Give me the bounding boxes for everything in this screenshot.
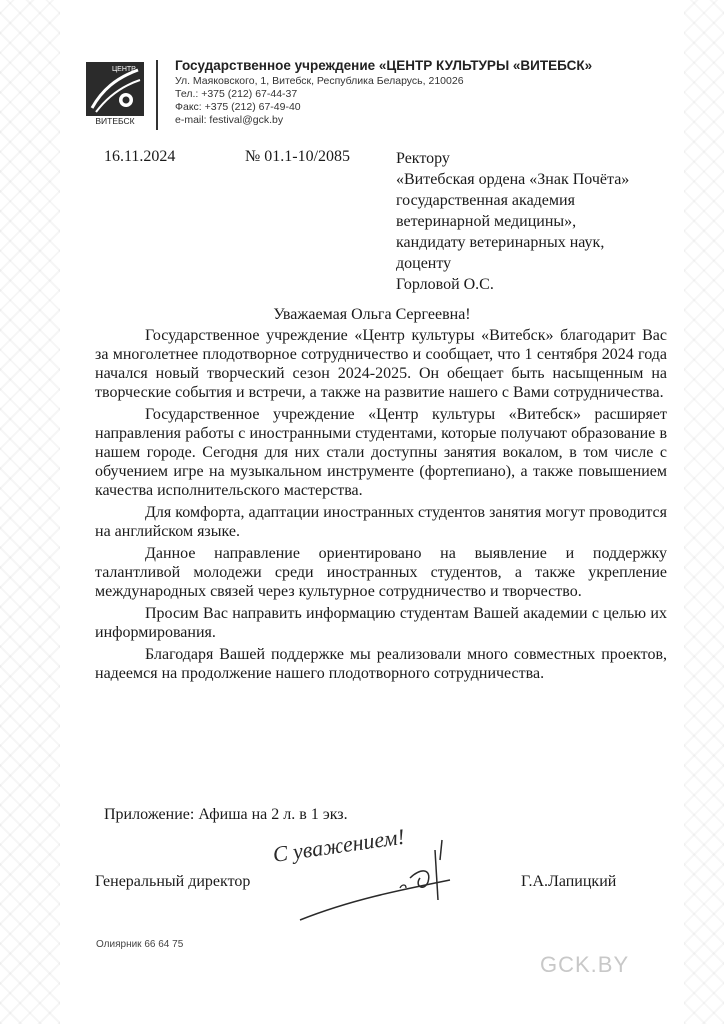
decorative-border-left — [0, 0, 60, 1024]
organization-phone: Тел.: +375 (212) 67-44-37 — [175, 88, 298, 100]
signer-name: Г.А.Лапицкий — [521, 873, 617, 890]
letter-date: 16.11.2024 — [104, 148, 176, 165]
salutation: Уважаемая Ольга Сергеевна! — [273, 306, 471, 323]
organization-fax: Факс: +375 (212) 67-49-40 — [175, 101, 301, 113]
body-paragraph: Государственное учреждение «Центр культуры «Витебск» расширяет направления работы с иностранными студентами, которые получают образование в нашем городе. Сегодня для них стали доступны занятия вокалом, в том числе с обучением игре на музыкальном инструменте (фортепиано), а также повышением качества исполнительского мастерства. — [95, 406, 667, 499]
executor-note: Олиярник 66 64 75 — [96, 939, 184, 950]
header-divider — [156, 60, 158, 130]
recipient-line: «Витебская ордена «Знак Почёта» — [396, 171, 630, 188]
organization-address: Ул. Маяковского, 1, Витебск, Республика Беларусь, 210026 — [175, 75, 464, 87]
watermark: GCK.BY — [540, 952, 630, 977]
recipient-line: ветеринарной медицины», — [396, 213, 577, 230]
body-paragraph: Просим Вас направить информацию студентам Вашей академии с целью их информирования. — [95, 605, 667, 641]
recipient-line: государственная академия — [396, 192, 575, 209]
signer-position: Генеральный директор — [95, 873, 251, 890]
decorative-border-right — [684, 0, 724, 1024]
recipient-line: Ректору — [396, 150, 450, 167]
organization-header — [175, 58, 592, 127]
body-paragraph: Для комфорта, адаптации иностранных студентов занятия могут проводится на английском языке. — [95, 504, 667, 540]
recipient-line: доценту — [396, 255, 452, 272]
letter-number: № 01.1-10/2085 — [245, 148, 351, 165]
body-paragraph: Данное направление ориентировано на выявление и поддержку талантливой молодежи среди иностранных студентов, а также укрепление международных связей через культурное сотрудничество и творчество. — [95, 545, 667, 600]
organization-email: e-mail: festival@gck.by — [175, 114, 284, 126]
body-paragraph: Государственное учреждение «Центр культуры «Витебск» благодарит Вас за многолетнее плодотворное сотрудничество и сообщает, что 1 сентября 2024 года начался новый творческий сезон 2024-2025. Он обещает быть насыщенным на творческие события и встречи, а также на развитие нашего с Вами сотрудничества. — [95, 327, 667, 401]
body-paragraph: Благодаря Вашей поддержке мы реализовали много совместных проектов, надеемся на продолжение нашего плодотворного сотрудничества. — [95, 646, 667, 682]
handwritten-signature — [260, 820, 490, 930]
organization-logo — [82, 60, 148, 126]
logo-text-bottom: ВИТЕБСК — [95, 116, 135, 126]
signature-greeting: С уважением! — [271, 823, 407, 867]
recipient-line: Горловой О.С. — [396, 276, 494, 293]
organization-name: Государственное учреждение «ЦЕНТР КУЛЬТУРЫ «ВИТЕБСК» — [175, 58, 593, 73]
letter-body — [95, 326, 667, 686]
recipient-line: кандидату ветеринарных наук, — [396, 234, 605, 251]
logo-text-top: ЦЕНТР — [112, 66, 136, 73]
recipient-block — [396, 148, 629, 295]
appendix-note: Приложение: Афиша на 2 л. в 1 экз. — [104, 806, 348, 823]
